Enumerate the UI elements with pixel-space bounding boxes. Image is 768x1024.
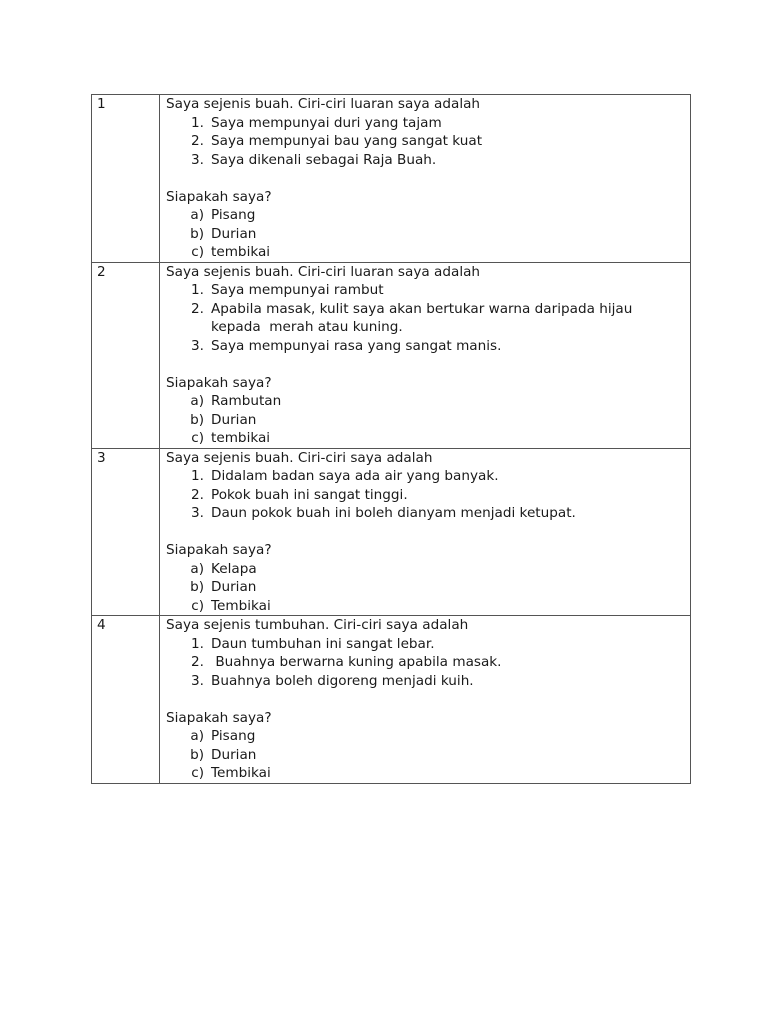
option-letter: a) xyxy=(190,207,204,223)
clue-number: 3. xyxy=(191,505,204,521)
question-row xyxy=(92,616,691,784)
option-letter: c) xyxy=(191,430,204,446)
blank-line xyxy=(166,523,686,542)
clue-text: Daun tumbuhan ini sangat lebar. xyxy=(211,635,435,652)
clue-item xyxy=(166,132,686,151)
answer-option xyxy=(166,727,686,746)
clue-item xyxy=(166,300,686,337)
answer-option xyxy=(166,206,686,225)
question-intro: Saya sejenis buah. Ciri-ciri luaran saya adalah xyxy=(166,263,481,280)
question-row xyxy=(92,95,691,263)
option-text: Kelapa xyxy=(211,560,257,577)
clue-item xyxy=(166,504,686,523)
question-content xyxy=(160,262,691,448)
clue-item xyxy=(166,653,686,672)
option-text: Tembikai xyxy=(211,597,271,614)
clue-item xyxy=(166,467,686,486)
option-letter: a) xyxy=(190,560,204,577)
clue-item xyxy=(166,486,686,505)
option-text: Rambutan xyxy=(211,393,282,409)
clue-text: Saya mempunyai rasa yang sangat manis. xyxy=(211,337,502,354)
clue-item xyxy=(166,672,686,691)
question-row xyxy=(92,262,691,448)
clue-number: 2. xyxy=(191,654,204,670)
clue-number: 2. xyxy=(191,133,204,149)
clue-text: Buahnya berwarna kuning apabila masak. xyxy=(211,654,502,670)
answer-option xyxy=(166,746,686,765)
option-text: Pisang xyxy=(211,728,256,744)
answer-option xyxy=(166,560,686,579)
clue-text: Saya mempunyai bau yang sangat kuat xyxy=(211,133,483,149)
clue-text: Saya mempunyai duri yang tajam xyxy=(211,114,442,131)
option-text: Tembikai xyxy=(211,765,271,781)
question-number: 1 xyxy=(92,95,160,263)
answer-option xyxy=(166,225,686,244)
option-letter: a) xyxy=(190,393,204,409)
question-intro: Saya sejenis buah. Ciri-ciri luaran saya adalah xyxy=(166,96,481,112)
answer-option xyxy=(166,429,686,448)
option-letter: c) xyxy=(191,244,204,260)
clue-text: Saya dikenali sebagai Raja Buah. xyxy=(211,151,437,168)
answer-option xyxy=(166,392,686,411)
answer-option xyxy=(166,243,686,262)
quiz-table-body xyxy=(92,95,691,784)
option-letter: b) xyxy=(190,579,204,595)
question-row xyxy=(92,448,691,616)
clue-number: 1. xyxy=(191,114,204,131)
clue-item xyxy=(166,114,686,133)
answer-option xyxy=(166,764,686,783)
clue-text: Pokok buah ini sangat tinggi. xyxy=(211,486,408,503)
question-prompt: Siapakah saya? xyxy=(166,542,272,558)
question-prompt: Siapakah saya? xyxy=(166,374,272,391)
clue-item xyxy=(166,281,686,300)
question-content xyxy=(160,616,691,784)
question-content xyxy=(160,448,691,616)
option-text: Pisang xyxy=(211,207,256,223)
clue-text: Saya mempunyai rambut xyxy=(211,282,384,298)
clue-item xyxy=(166,635,686,654)
clue-text: Didalam badan saya ada air yang banyak. xyxy=(211,468,499,484)
clue-number: 1. xyxy=(191,468,204,484)
clue-number: 1. xyxy=(191,282,204,298)
answer-option xyxy=(166,411,686,430)
option-text: tembikai xyxy=(211,430,271,446)
clue-number: 3. xyxy=(191,151,204,168)
option-letter: c) xyxy=(191,597,204,614)
question-prompt: Siapakah saya? xyxy=(166,709,272,726)
question-number: 3 xyxy=(92,448,160,616)
option-text: tembikai xyxy=(211,244,271,260)
clue-number: 1. xyxy=(191,635,204,652)
clue-number: 2. xyxy=(191,486,204,503)
clue-number: 2. xyxy=(191,300,204,317)
question-intro: Saya sejenis tumbuhan. Ciri-ciri saya adalah xyxy=(166,617,469,633)
clue-number: 3. xyxy=(191,672,204,689)
clue-item xyxy=(166,151,686,170)
blank-line xyxy=(166,169,686,188)
blank-line xyxy=(166,355,686,374)
option-letter: c) xyxy=(191,765,204,781)
option-letter: b) xyxy=(190,225,204,242)
quiz-table xyxy=(91,94,691,784)
question-number: 2 xyxy=(92,262,160,448)
option-text: Durian xyxy=(211,579,257,595)
option-letter: b) xyxy=(190,746,204,763)
question-number: 4 xyxy=(92,616,160,784)
option-text: Durian xyxy=(211,225,257,242)
clue-text: Apabila masak, kulit saya akan bertukar warna daripada hijau kepada merah atau kuning. xyxy=(211,300,637,335)
option-text: Durian xyxy=(211,746,257,763)
option-letter: b) xyxy=(190,411,204,428)
question-intro: Saya sejenis buah. Ciri-ciri saya adalah xyxy=(166,449,433,466)
clue-item xyxy=(166,337,686,356)
option-text: Durian xyxy=(211,411,257,428)
answer-option xyxy=(166,578,686,597)
question-prompt: Siapakah saya? xyxy=(166,188,272,205)
answer-option xyxy=(166,597,686,616)
question-content xyxy=(160,95,691,263)
blank-line xyxy=(166,690,686,709)
clue-number: 3. xyxy=(191,337,204,354)
option-letter: a) xyxy=(190,728,204,744)
clue-text: Buahnya boleh digoreng menjadi kuih. xyxy=(211,672,474,689)
clue-text: Daun pokok buah ini boleh dianyam menjadi ketupat. xyxy=(211,505,576,521)
